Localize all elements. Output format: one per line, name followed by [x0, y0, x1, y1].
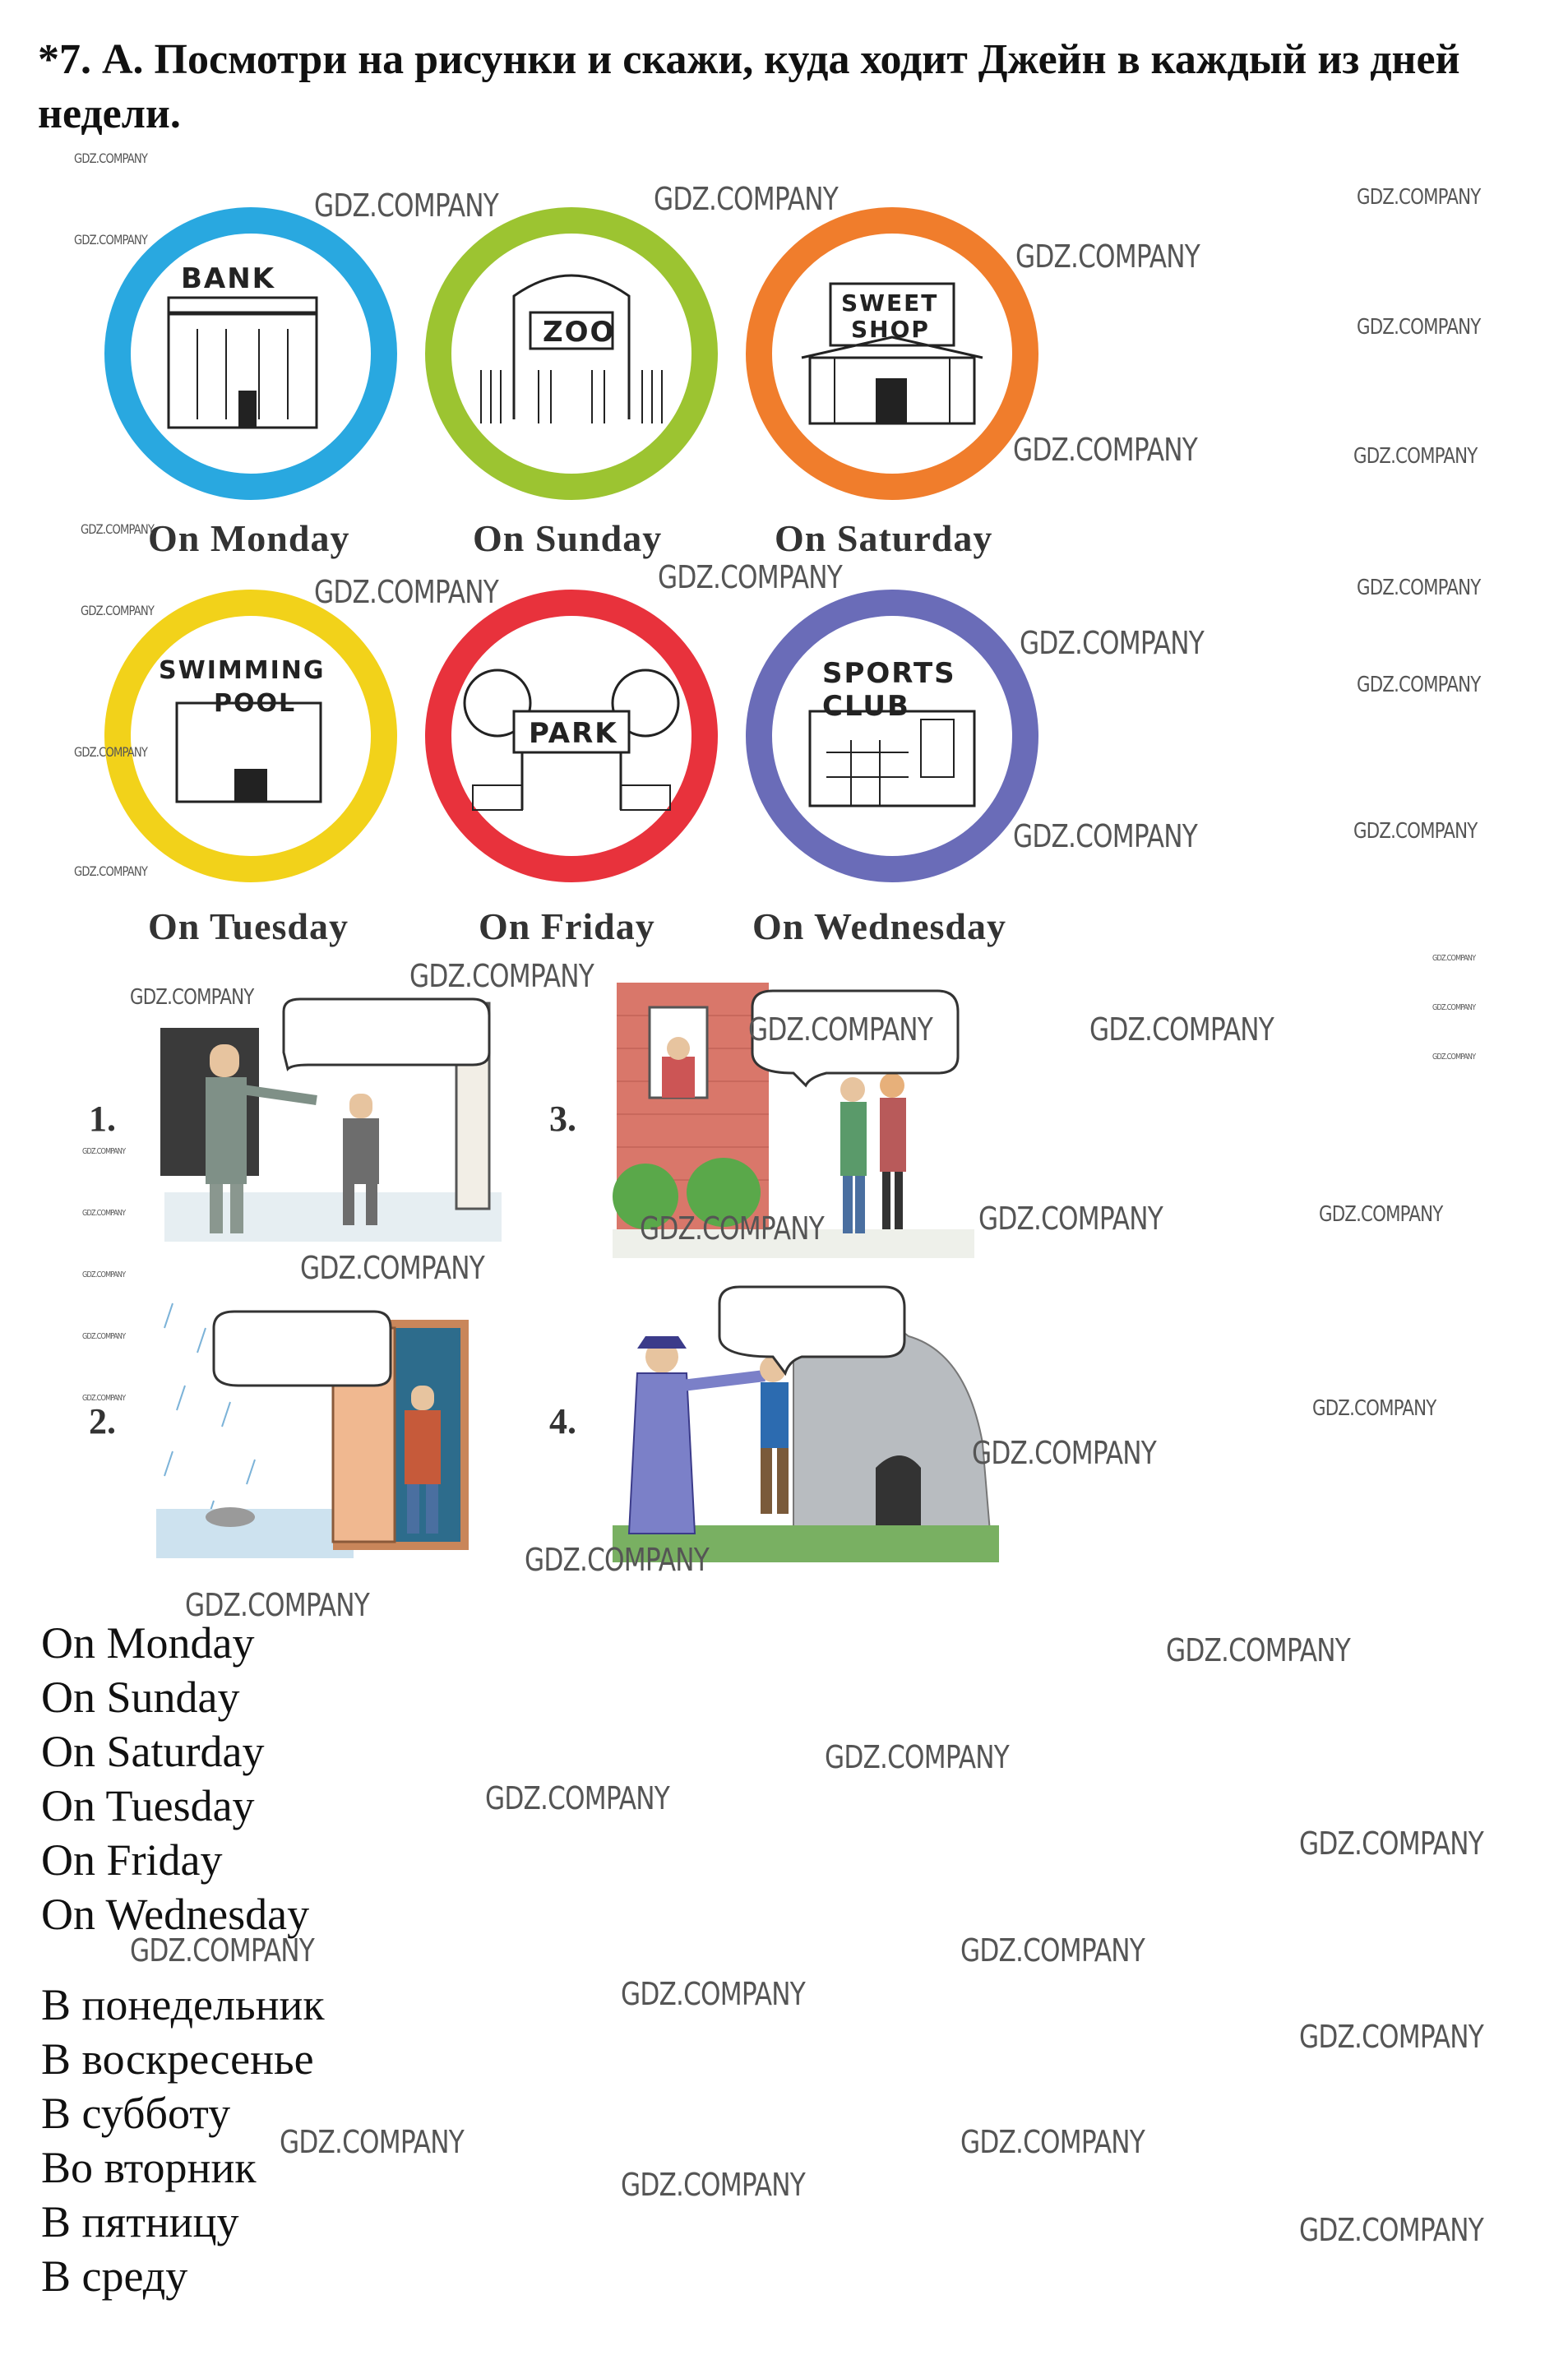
- watermark: GDZ.COMPANY: [82, 1270, 126, 1279]
- watermark: GDZ.COMPANY: [748, 1011, 933, 1048]
- watermark: GDZ.COMPANY: [1357, 185, 1481, 210]
- watermark: GDZ.COMPANY: [74, 150, 148, 166]
- scene-number: 2.: [89, 1401, 116, 1441]
- watermark: GDZ.COMPANY: [314, 187, 499, 224]
- english-day: On Wednesday: [41, 1890, 310, 1939]
- caption-friday: On Friday: [479, 905, 655, 947]
- wizard-cave-scene: [613, 1279, 999, 1562]
- watermark: GDZ.COMPANY: [1357, 315, 1481, 340]
- zoo-picture: [423, 206, 719, 502]
- svg-text:CLUB: CLUB: [822, 690, 910, 723]
- watermark: GDZ.COMPANY: [74, 232, 148, 248]
- caption-monday: On Monday: [148, 517, 350, 559]
- watermark: GDZ.COMPANY: [82, 1147, 126, 1156]
- sports-club-picture: [744, 588, 1040, 884]
- english-day: On Tuesday: [41, 1781, 255, 1830]
- scene-2: [156, 1295, 510, 1558]
- caption-saturday: On Saturday: [775, 517, 993, 559]
- rain-door-scene: [156, 1295, 510, 1558]
- watermark: GDZ.COMPANY: [1013, 818, 1198, 854]
- watermark: GDZ.COMPANY: [978, 1201, 1163, 1237]
- scene-number: 3.: [549, 1099, 576, 1139]
- russian-day: В воскресенье: [41, 2034, 314, 2084]
- watermark: GDZ.COMPANY: [81, 603, 155, 618]
- russian-day: В пятницу: [41, 2197, 239, 2246]
- watermark: GDZ.COMPANY: [74, 863, 148, 879]
- caption-tuesday: On Tuesday: [148, 905, 349, 947]
- scene-number: 4.: [549, 1401, 576, 1441]
- sweet-shop-icon: [744, 206, 1040, 502]
- park-picture: [423, 588, 719, 884]
- watermark: GDZ.COMPANY: [185, 1587, 370, 1623]
- watermark: GDZ.COMPANY: [825, 1739, 1010, 1775]
- watermark: GDZ.COMPANY: [82, 1394, 126, 1403]
- watermark: GDZ.COMPANY: [1357, 576, 1481, 600]
- scene-4: [613, 1279, 999, 1562]
- watermark: GDZ.COMPANY: [658, 559, 843, 595]
- watermark: GDZ.COMPANY: [640, 1210, 825, 1247]
- watermark: GDZ.COMPANY: [525, 1542, 710, 1578]
- russian-day: В субботу: [41, 2089, 231, 2138]
- exercise-heading: *7. А. Посмотри на рисунки и скажи, куда ходит Джейн в каждый из дней недели.: [38, 36, 1460, 137]
- watermark: GDZ.COMPANY: [621, 2167, 806, 2203]
- russian-day: Во вторник: [41, 2143, 257, 2192]
- svg-text:SPORTS: SPORTS: [822, 657, 956, 690]
- watermark: GDZ.COMPANY: [1166, 1632, 1351, 1668]
- caption-wednesday: On Wednesday: [752, 905, 1006, 947]
- sweet-shop-picture: [744, 206, 1040, 502]
- watermark: GDZ.COMPANY: [1299, 2212, 1484, 2248]
- watermark: GDZ.COMPANY: [1353, 819, 1478, 844]
- watermark: GDZ.COMPANY: [1299, 2019, 1484, 2055]
- watermark: GDZ.COMPANY: [1089, 1011, 1274, 1048]
- watermark: GDZ.COMPANY: [485, 1780, 670, 1816]
- english-days-list: [41, 1616, 309, 1941]
- watermark: GDZ.COMPANY: [1299, 1825, 1484, 1862]
- watermark: GDZ.COMPANY: [1020, 625, 1205, 661]
- zoo-sign: ZOO: [543, 316, 616, 349]
- english-day: On Sunday: [41, 1673, 240, 1722]
- man-pointing-door-scene: [160, 995, 506, 1246]
- english-day: On Saturday: [41, 1727, 265, 1776]
- watermark: GDZ.COMPANY: [130, 985, 254, 1010]
- watermark: GDZ.COMPANY: [314, 574, 499, 610]
- watermark: GDZ.COMPANY: [621, 1976, 806, 2012]
- scene-number: 1.: [89, 1099, 116, 1139]
- watermark: GDZ.COMPANY: [1013, 432, 1198, 468]
- russian-day: В понедельник: [41, 1980, 325, 2029]
- watermark: GDZ.COMPANY: [1432, 954, 1476, 963]
- svg-text:POOL: POOL: [214, 689, 297, 718]
- caption-sunday: On Sunday: [473, 517, 663, 559]
- watermark: GDZ.COMPANY: [81, 521, 155, 537]
- watermark: GDZ.COMPANY: [1319, 1202, 1443, 1227]
- bank-picture: [103, 206, 399, 502]
- watermark: GDZ.COMPANY: [1353, 444, 1478, 469]
- watermark: GDZ.COMPANY: [972, 1435, 1157, 1471]
- watermark: GDZ.COMPANY: [74, 744, 148, 760]
- bank-icon: [103, 206, 399, 502]
- svg-text:SWIMMING: SWIMMING: [159, 656, 326, 685]
- svg-text:SHOP: SHOP: [851, 316, 930, 343]
- english-day: On Friday: [41, 1835, 223, 1885]
- watermark: GDZ.COMPANY: [280, 2124, 465, 2160]
- watermark: GDZ.COMPANY: [960, 1932, 1145, 1969]
- zoo-gate-icon: [423, 206, 719, 502]
- svg-text:SWEET: SWEET: [841, 289, 939, 317]
- scene-1: [160, 995, 506, 1246]
- park-gate-icon: [423, 588, 719, 884]
- english-day: On Monday: [41, 1618, 255, 1668]
- watermark: GDZ.COMPANY: [300, 1250, 485, 1286]
- watermark: GDZ.COMPANY: [1432, 1053, 1476, 1062]
- swimming-pool-icon: [103, 588, 399, 884]
- watermark: GDZ.COMPANY: [1015, 238, 1200, 275]
- swimming-pool-picture: [103, 588, 399, 884]
- watermark: GDZ.COMPANY: [1432, 1003, 1476, 1012]
- watermark: GDZ.COMPANY: [654, 181, 839, 217]
- watermark: GDZ.COMPANY: [409, 958, 594, 994]
- watermark: GDZ.COMPANY: [82, 1209, 126, 1218]
- sports-club-icon: [744, 588, 1040, 884]
- bank-sign: BANK: [181, 262, 276, 295]
- watermark: GDZ.COMPANY: [130, 1932, 315, 1969]
- watermark: GDZ.COMPANY: [1357, 673, 1481, 697]
- russian-day: В среду: [41, 2251, 188, 2301]
- park-sign: PARK: [529, 717, 618, 750]
- watermark: GDZ.COMPANY: [82, 1332, 126, 1341]
- watermark: GDZ.COMPANY: [960, 2124, 1145, 2160]
- watermark: GDZ.COMPANY: [1312, 1396, 1436, 1421]
